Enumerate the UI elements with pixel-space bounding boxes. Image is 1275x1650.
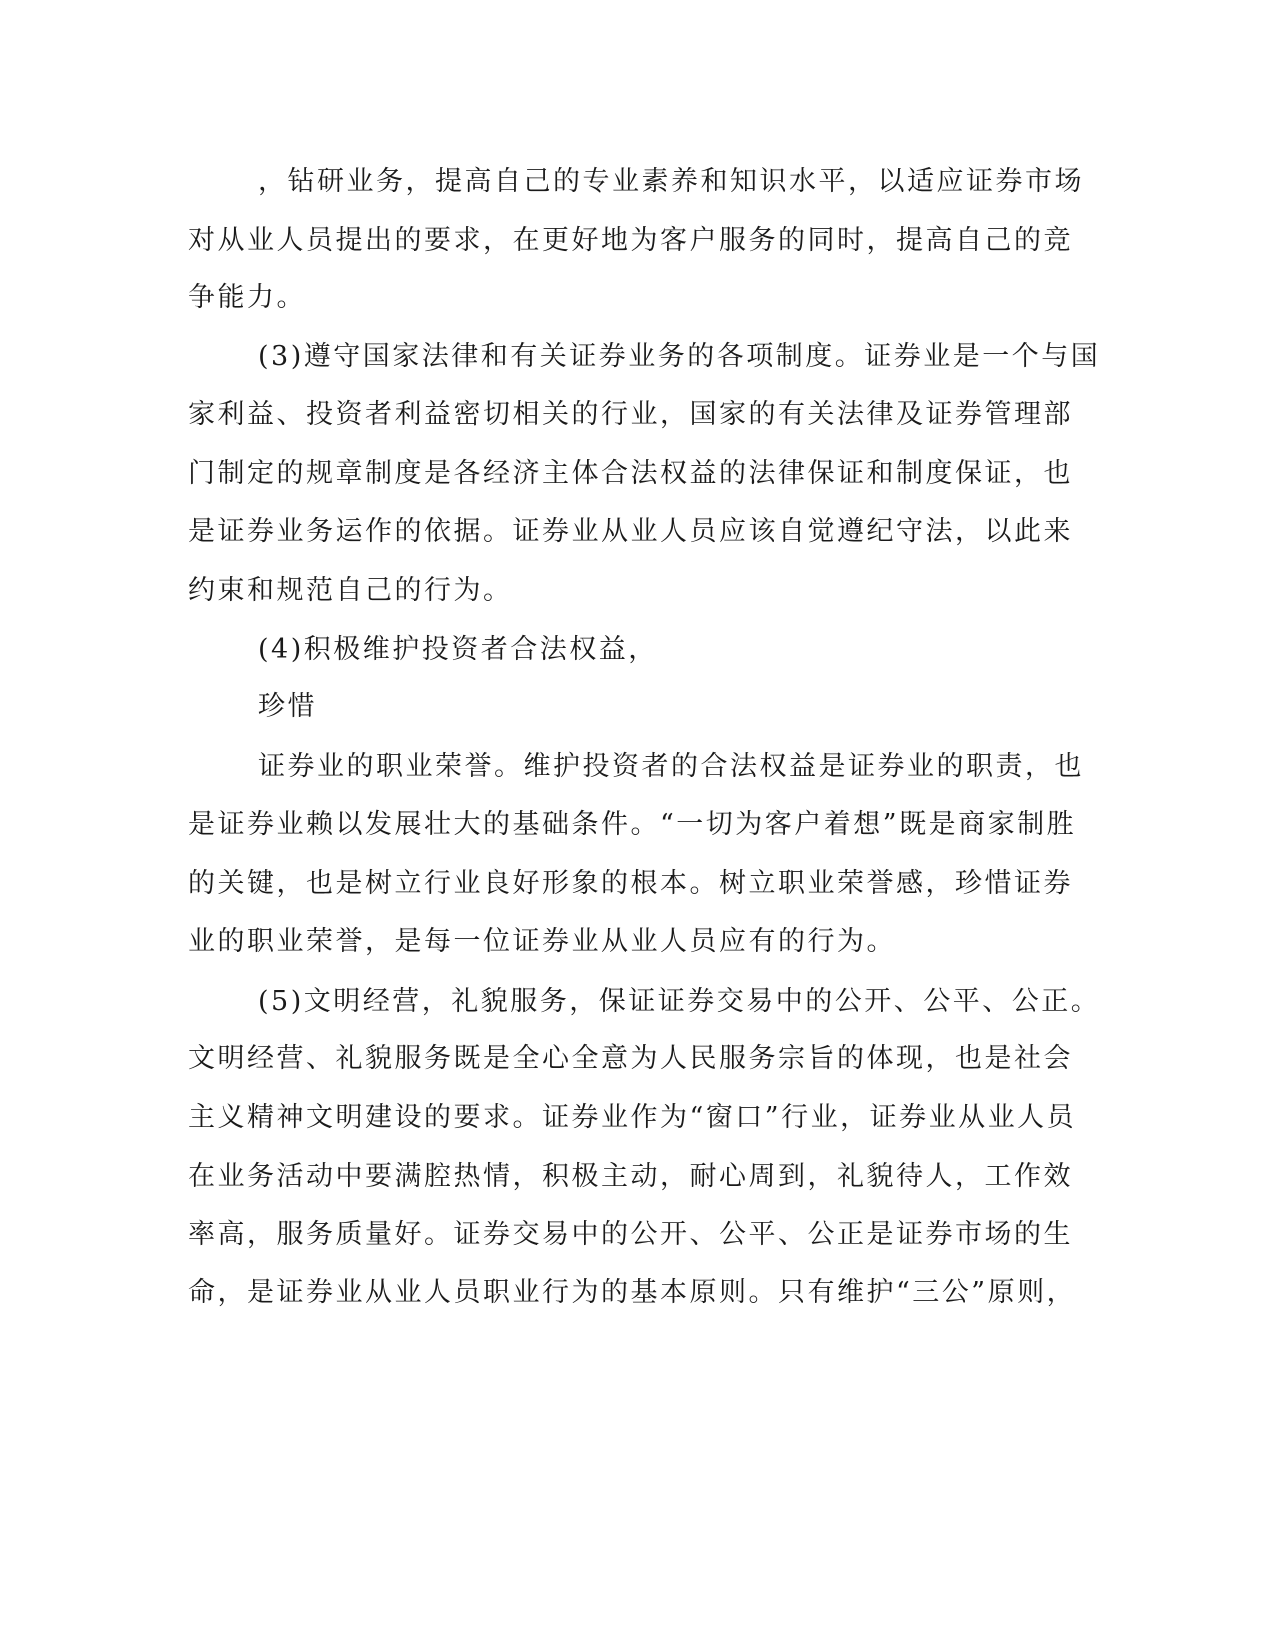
text-line: 门制定的规章制度是各经济主体合法权益的法律保证和制度保证，也 — [188, 458, 1073, 489]
text-line: 珍惜 — [258, 691, 317, 722]
text-line: 证券业的职业荣誉。维护投资者的合法权益是证券业的职责，也 — [258, 751, 1084, 782]
text-line: (3)遵守国家法律和有关证券业务的各项制度。证券业是一个与国 — [258, 341, 1101, 372]
text-line: 是证券业赖以发展壮大的基础条件。“一切为客户着想”既是商家制胜 — [188, 809, 1077, 840]
text-line: 争能力。 — [188, 282, 306, 313]
text-line: 业的职业荣誉，是每一位证券业从业人员应有的行为。 — [188, 926, 896, 957]
text-line: ，钻研业务，提高自己的专业素养和知识水平，以适应证券市场 — [258, 166, 1084, 197]
text-line: (5)文明经营，礼貌服务，保证证券交易中的公开、公平、公正。 — [258, 986, 1101, 1017]
text-line: 的关键，也是树立行业良好形象的根本。树立职业荣誉感，珍惜证券 — [188, 868, 1073, 899]
text-line: 约束和规范自己的行为。 — [188, 575, 513, 606]
text-line: 对从业人员提出的要求，在更好地为客户服务的同时，提高自己的竞 — [188, 225, 1073, 256]
text-line: (4)积极维护投资者合法权益， — [258, 634, 658, 665]
text-line: 主义精神文明建设的要求。证券业作为“窗口”行业，证券业从业人员 — [188, 1102, 1077, 1133]
text-line: 家利益、投资者利益密切相关的行业，国家的有关法律及证券管理部 — [188, 399, 1073, 430]
text-line: 文明经营、礼貌服务既是全心全意为人民服务宗旨的体现，也是社会 — [188, 1043, 1073, 1074]
text-line: 命，是证券业从业人员职业行为的基本原则。只有维护“三公”原则， — [188, 1277, 1077, 1308]
text-line: 在业务活动中要满腔热情，积极主动，耐心周到，礼貌待人，工作效 — [188, 1161, 1073, 1192]
text-line: 是证券业务运作的依据。证券业从业人员应该自觉遵纪守法，以此来 — [188, 516, 1073, 547]
text-line: 率高，服务质量好。证券交易中的公开、公平、公正是证券市场的生 — [188, 1219, 1073, 1250]
